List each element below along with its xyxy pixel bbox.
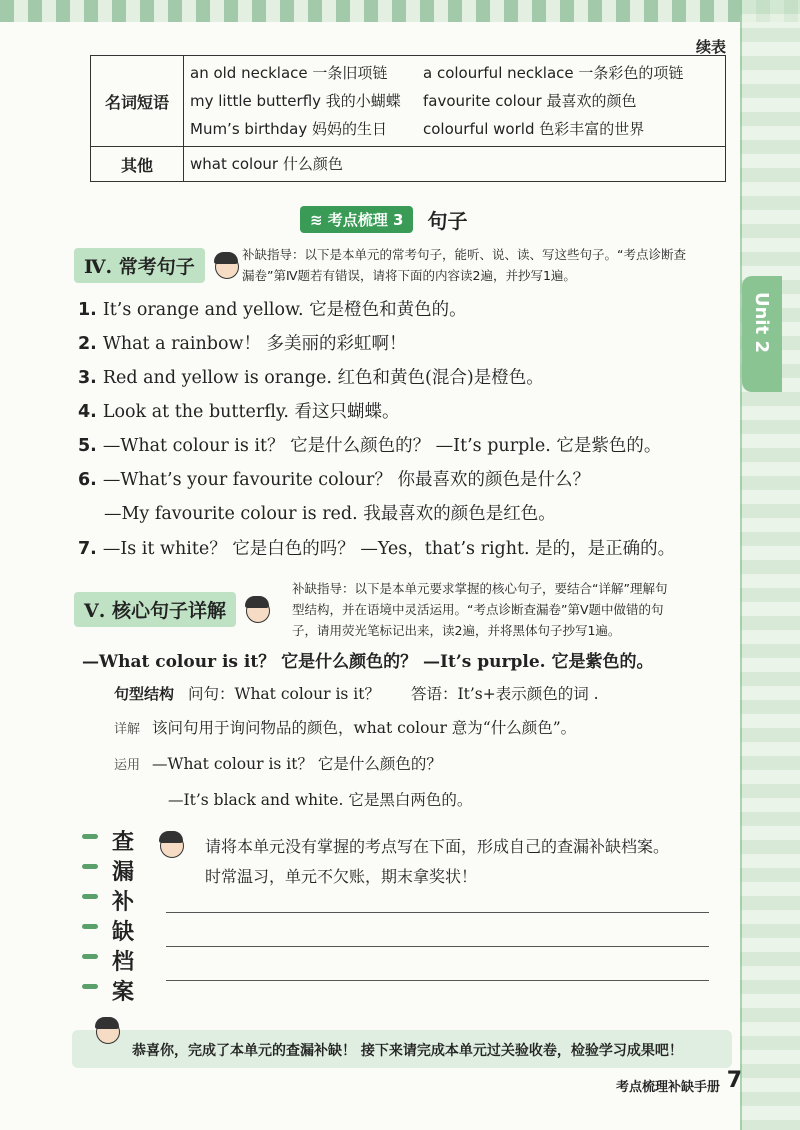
explain-text: 该问句用于询问物品的颜色，what colour 意为“什么颜色”。	[152, 719, 577, 737]
explain-line	[114, 716, 576, 738]
archive-note: 时常温习，单元不欠账，期末拿奖状！	[205, 867, 478, 886]
title-char: 档	[111, 950, 134, 975]
write-in-line[interactable]	[166, 980, 709, 981]
title-char: 补	[111, 890, 134, 915]
item-number: 5.	[78, 436, 97, 456]
tip-line: 补缺指导：以下是本单元的常考句子，能听、说、读、写这些句子。“考点诊断查	[242, 247, 686, 262]
list-item	[190, 150, 719, 178]
decorative-dash	[82, 954, 98, 959]
archive-note: 请将本单元没有掌握的考点写在下面，形成自己的查漏补缺档案。	[205, 837, 670, 856]
section-title	[300, 205, 467, 234]
sentence-text: Look at the butterfly. 看这只蝴蝶。	[102, 402, 400, 422]
student-icon	[242, 593, 272, 627]
title-char: 缺	[111, 920, 134, 945]
phrase: my little butterfly 我的小蝴蝶	[190, 92, 401, 110]
list-item	[190, 115, 719, 143]
sentence-text: It’s orange and yellow. 它是橙色和黄色的。	[102, 300, 467, 320]
title-char: 漏	[111, 860, 134, 885]
list-item	[78, 330, 407, 355]
student-icon	[211, 249, 241, 283]
phrase: a colourful necklace 一条彩色的项链	[423, 64, 684, 82]
phrase: an old necklace 一条旧项链	[190, 64, 388, 82]
section-badge: ≋ 考点梳理 3	[300, 206, 413, 233]
title-char: 案	[111, 980, 134, 1005]
continued-label: 续表	[695, 38, 726, 56]
right-decorative-border	[740, 0, 800, 1130]
decorative-dash	[82, 894, 98, 899]
decorative-dash	[82, 984, 98, 989]
tip-line: 型结构，并在语境中灵活运用。“考点诊断查漏卷”第Ⅴ题中做错的句	[292, 602, 664, 617]
usage-text: —It’s black and white. 它是黑白两色的。	[168, 791, 473, 809]
category-cell: 名词短语	[91, 56, 184, 147]
decorative-dash	[82, 834, 98, 839]
sentence-text: —What’s your favourite colour？ 你最喜欢的颜色是什么？	[102, 470, 590, 490]
item-number: 2.	[78, 334, 97, 354]
list-item	[78, 296, 467, 321]
list-item	[78, 535, 675, 560]
tip-line: 补缺指导：以下是本单元要求掌握的核心句子，要结合“详解”理解句	[292, 581, 668, 596]
vocab-table	[90, 55, 726, 182]
part5-heading: Ⅴ. 核心句子详解	[74, 592, 236, 627]
part4-heading: Ⅳ. 常考句子	[74, 248, 205, 283]
congrats-text: 恭喜你，完成了本单元的查漏补缺！ 接下来请完成本单元过关验收卷，检验学习成果吧！	[132, 1043, 683, 1059]
student-icon	[92, 1014, 122, 1048]
sentence-text: —What colour is it？ 它是什么颜色的？ —It’s purple. 它是紫色的。	[102, 436, 662, 456]
section-heading: 句子	[427, 209, 468, 233]
phrase: colourful world 色彩丰富的世界	[423, 120, 645, 138]
sentence-text: Red and yellow is orange. 红色和黄色(混合)是橙色。	[102, 368, 544, 388]
phrase: Mum’s birthday 妈妈的生日	[190, 120, 388, 138]
item-number: 3.	[78, 368, 97, 388]
unit-side-tab	[742, 276, 782, 392]
phrase: what colour 什么颜色	[190, 155, 343, 173]
item-number: 6.	[78, 470, 97, 490]
part5-header	[74, 592, 272, 627]
list-item	[78, 466, 590, 491]
table-row	[91, 56, 726, 147]
decorative-dash	[82, 924, 98, 929]
structure-label: 句型结构	[114, 685, 175, 703]
title-char: 查	[111, 830, 134, 855]
list-item	[190, 59, 719, 87]
sentence-text: —My favourite colour is red. 我最喜欢的颜色是红色。	[104, 504, 556, 524]
usage-text: —What colour is it？ 它是什么颜色的？	[152, 755, 442, 773]
write-in-line[interactable]	[166, 912, 709, 913]
page-number: 7	[726, 1068, 742, 1093]
core-sentence: —What colour is it？ 它是什么颜色的？ —It’s purple. 它是紫色的。	[82, 652, 654, 672]
sentence-text: What a rainbow！ 多美丽的彩虹啊！	[102, 334, 407, 354]
tip-line: 漏卷”第Ⅳ题若有错误，请将下面的内容读2遍，并抄写1遍。	[242, 268, 576, 283]
list-item	[78, 398, 400, 423]
phrase-cell	[184, 56, 726, 147]
explain-label: 详解	[114, 722, 141, 737]
part4-tip	[242, 244, 686, 286]
part4-header	[74, 248, 241, 283]
list-item	[190, 87, 719, 115]
tip-line: 子，请用荧光笔标记出来，读2遍，并将黑体句子抄写1遍。	[292, 623, 621, 638]
write-in-line[interactable]	[166, 946, 709, 947]
category-cell: 其他	[91, 147, 184, 182]
item-number: 1.	[78, 300, 97, 320]
list-item	[78, 364, 544, 389]
footer-label: 考点梳理补缺手册	[615, 1080, 720, 1095]
list-item	[78, 432, 661, 457]
structure-line	[114, 682, 599, 704]
table-row	[91, 147, 726, 182]
student-icon	[156, 828, 186, 862]
item-number: 4.	[78, 402, 97, 422]
phrase: favourite colour 最喜欢的颜色	[423, 92, 637, 110]
top-decorative-border	[0, 0, 800, 22]
part5-tip	[292, 578, 667, 641]
unit-tab-label: Unit 2	[751, 292, 772, 353]
usage-line	[168, 788, 472, 810]
right-edge-line	[740, 0, 742, 1130]
item-number: 7.	[78, 539, 97, 559]
structure-text: 问句：What colour is it？ 答语：It’s+表示颜色的词 .	[188, 685, 599, 703]
phrase-cell	[184, 147, 726, 182]
list-item	[104, 500, 556, 525]
sentence-text: —Is it white？ 它是白色的吗？ —Yes，that’s right. 是的，是正确的。	[102, 539, 676, 559]
decorative-dash	[82, 864, 98, 869]
usage-line	[114, 752, 442, 774]
usage-label: 运用	[114, 758, 141, 773]
archive-vertical-title	[108, 828, 138, 1008]
